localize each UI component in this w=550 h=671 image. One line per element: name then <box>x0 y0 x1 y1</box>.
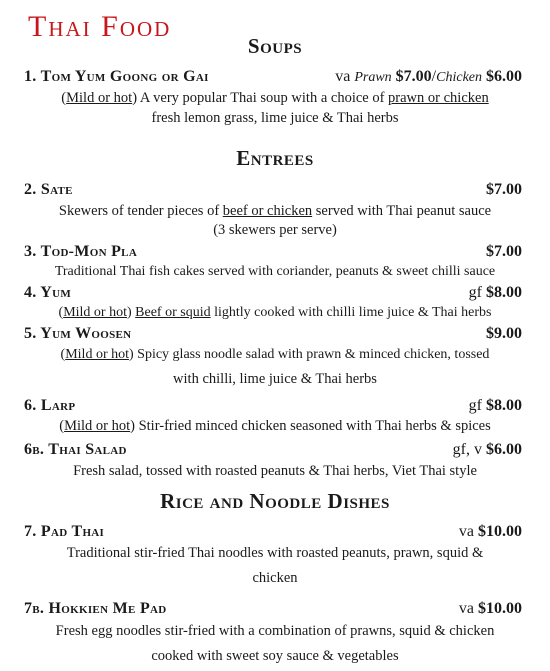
item-desc-thai-salad: Fresh salad, tossed with roasted peanuts & Thai herbs, Viet Thai style <box>73 463 477 479</box>
item-name-thai-salad: 6b. Thai Salad <box>24 441 127 458</box>
chicken-price: $6.00 <box>486 68 522 85</box>
item-name-pad-thai: 7. Pad Thai <box>24 523 105 540</box>
item-desc-tom-yum-line1: (Mild or hot) A very popular Thai soup with a choice of prawn or chicken <box>61 90 489 106</box>
item-price-tom-yum: va Prawn $7.00/Chicken $6.00 <box>335 68 522 85</box>
desc-text: ) Stir-fried minced chicken seasoned with Thai herbs & spices <box>130 418 491 434</box>
item-name-sate: 2. Sate <box>24 181 73 198</box>
item-desc-pad-thai-line2: chicken <box>252 570 298 586</box>
desc-text: served with Thai peanut sauce <box>312 203 492 219</box>
item-desc-yum-woosen-line2: with chilli, lime juice & Thai herbs <box>173 371 377 387</box>
price-value: $8.00 <box>486 397 522 414</box>
item-price-yum-woosen: $9.00 <box>486 325 522 342</box>
item-name-yum-woosen: 5. Yum Woosen <box>24 325 132 342</box>
price-value: $8.00 <box>486 284 522 301</box>
item-name-yum: 4. Yum <box>24 284 72 301</box>
diet-tag: gf, v <box>452 441 482 458</box>
diet-tag: va <box>458 523 474 540</box>
chicken-label: Chicken <box>436 70 482 85</box>
price-prefix: va <box>335 68 351 85</box>
item-name-larp: 6. Larp <box>24 397 76 414</box>
underlined-text: beef or chicken <box>222 203 313 219</box>
diet-tag: gf <box>468 284 482 301</box>
desc-text: ) A very popular Thai soup with a choice of <box>132 90 389 106</box>
item-price-yum <box>469 284 522 302</box>
item-desc-yum: (Mild or hot) Beef or squid lightly cooked with chilli lime juice & Thai herbs <box>58 305 492 320</box>
section-heading-rice-noodle: Rice and Noodle Dishes <box>160 489 390 513</box>
underlined-text: Mild or hot <box>63 305 127 320</box>
item-name-hokkien: 7b. Hokkien Me Pad <box>24 600 167 617</box>
price-value: $10.00 <box>478 523 522 540</box>
item-desc-tom-yum-line2: fresh lemon grass, lime juice & Thai herbs <box>151 110 399 126</box>
item-desc-tod-mon: Traditional Thai fish cakes served with coriander, peanuts & sweet chilli sauce <box>54 264 496 279</box>
item-price-hokkien <box>459 600 522 618</box>
item-desc-sate-line2: (3 skewers per serve) <box>213 222 337 238</box>
underlined-text: Beef or squid <box>135 305 211 320</box>
section-heading-entrees: Entrees <box>236 146 314 170</box>
item-price-pad-thai <box>459 523 522 541</box>
section-heading-soups: Soups <box>247 34 303 58</box>
item-desc-hokkien-line1: Fresh egg noodles stir-fried with a combination of prawns, squid & chicken <box>55 623 495 639</box>
price-value: $10.00 <box>478 600 522 617</box>
page-title: Thai Food <box>28 10 172 43</box>
item-desc-larp: (Mild or hot) Stir-fried minced chicken seasoned with Thai herbs & spices <box>59 418 491 434</box>
underlined-text: Mild or hot <box>66 90 133 106</box>
prawn-price: $7.00 <box>395 68 432 85</box>
item-desc-hokkien-line2: cooked with sweet soy sauce & vegetables <box>151 648 399 664</box>
underlined-text: prawn or chicken <box>388 90 489 106</box>
item-desc-pad-thai-line1: Traditional stir-fried Thai noodles with roasted peanuts, prawn, squid & <box>66 545 484 561</box>
price-value: $6.00 <box>486 441 522 458</box>
diet-tag: va <box>458 600 474 617</box>
item-name-tom-yum: 1. Tom Yum Goong or Gai <box>24 68 209 85</box>
desc-text: ) Spicy glass noodle salad with prawn & minced chicken, tossed <box>129 347 490 362</box>
item-name-tod-mon: 3. Tod-Mon Pla <box>24 243 138 260</box>
desc-text: lightly cooked with chilli lime juice & Thai herbs <box>210 305 492 320</box>
item-price-sate: $7.00 <box>486 181 522 198</box>
item-desc-yum-woosen-line1: (Mild or hot) Spicy glass noodle salad with prawn & minced chicken, tossed <box>60 347 490 362</box>
item-price-larp <box>469 397 522 415</box>
item-desc-sate-line1 <box>0 203 550 220</box>
underlined-text: Mild or hot <box>65 347 129 362</box>
item-price-thai-salad <box>453 441 522 459</box>
desc-text: Skewers of tender pieces of <box>58 203 223 219</box>
prawn-label: Prawn <box>354 70 392 85</box>
item-price-tod-mon: $7.00 <box>486 243 522 260</box>
underlined-text: Mild or hot <box>64 418 131 434</box>
diet-tag: gf <box>468 397 482 414</box>
